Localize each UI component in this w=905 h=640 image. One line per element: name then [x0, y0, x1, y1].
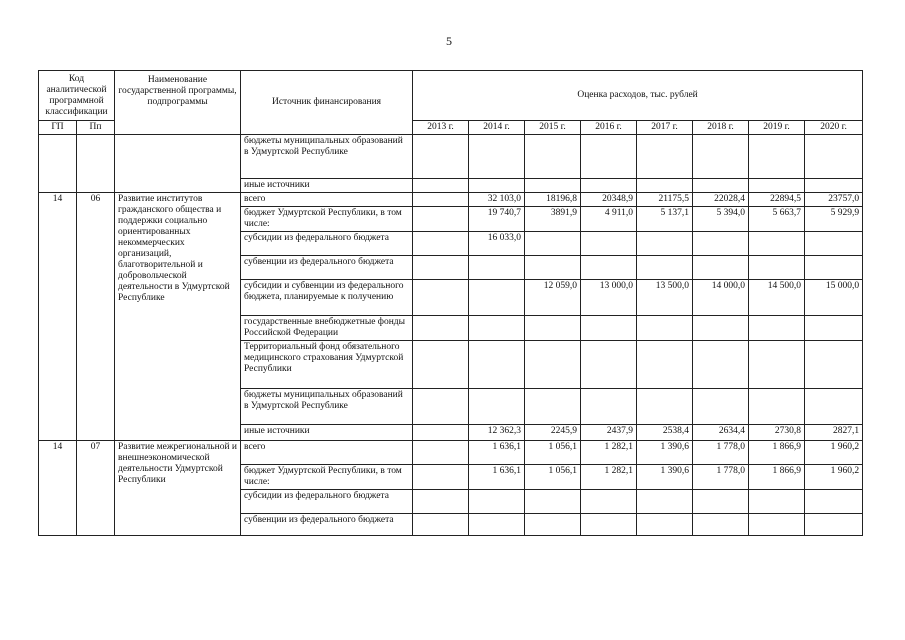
- year-header: 2020 г.: [805, 121, 863, 135]
- source-cell: всего: [241, 441, 413, 465]
- value-cell: [469, 341, 525, 389]
- value-cell: [525, 316, 581, 341]
- value-cell: 32 103,0: [469, 193, 525, 207]
- value-cell: [805, 179, 863, 193]
- value-cell: 5 929,9: [805, 207, 863, 232]
- value-cell: [525, 179, 581, 193]
- source-cell: государственные внебюджетные фонды Российской Федерации: [241, 316, 413, 341]
- value-cell: 1 282,1: [581, 441, 637, 465]
- value-cell: [581, 256, 637, 280]
- value-cell: 1 282,1: [581, 465, 637, 490]
- code-header: Код аналитической программной классификации: [39, 71, 115, 121]
- value-cell: [805, 316, 863, 341]
- value-cell: [413, 341, 469, 389]
- value-cell: [805, 389, 863, 425]
- value-cell: [749, 490, 805, 514]
- value-cell: [413, 179, 469, 193]
- gp-cell: 14: [39, 193, 77, 441]
- code-cell: [77, 135, 115, 193]
- year-header: 2018 г.: [693, 121, 749, 135]
- year-header: 2015 г.: [525, 121, 581, 135]
- value-cell: [749, 232, 805, 256]
- value-cell: [637, 490, 693, 514]
- value-cell: 2827,1: [805, 425, 863, 441]
- value-cell: 14 000,0: [693, 280, 749, 316]
- value-cell: [581, 341, 637, 389]
- value-cell: [749, 514, 805, 536]
- value-cell: 3891,9: [525, 207, 581, 232]
- value-cell: [525, 341, 581, 389]
- value-cell: [693, 341, 749, 389]
- value-cell: [749, 179, 805, 193]
- source-cell: субвенции из федерального бюджета: [241, 256, 413, 280]
- value-cell: [637, 179, 693, 193]
- program-name-cell: Развитие межрегиональной и внешнеэкономической деятельности Удмуртской Республики: [115, 441, 241, 536]
- value-cell: [413, 425, 469, 441]
- value-cell: [805, 490, 863, 514]
- value-cell: [413, 316, 469, 341]
- value-cell: 19 740,7: [469, 207, 525, 232]
- gp-header: ГП: [39, 121, 77, 135]
- value-cell: 18196,8: [525, 193, 581, 207]
- estimate-header: Оценка расходов, тыс. рублей: [413, 71, 863, 121]
- value-cell: 13 000,0: [581, 280, 637, 316]
- page-number: 5: [446, 34, 452, 48]
- table-row: [39, 193, 863, 207]
- value-cell: 2245,9: [525, 425, 581, 441]
- pp-cell: 07: [77, 441, 115, 536]
- value-cell: [749, 135, 805, 179]
- value-cell: 1 778,0: [693, 465, 749, 490]
- value-cell: [693, 316, 749, 341]
- value-cell: [693, 514, 749, 536]
- source-cell: субсидии из федерального бюджета: [241, 490, 413, 514]
- value-cell: 1 636,1: [469, 441, 525, 465]
- value-cell: [413, 280, 469, 316]
- value-cell: [413, 207, 469, 232]
- value-cell: [637, 341, 693, 389]
- value-cell: 2634,4: [693, 425, 749, 441]
- value-cell: [581, 389, 637, 425]
- value-cell: 16 033,0: [469, 232, 525, 256]
- table-row: [39, 135, 863, 179]
- year-header: 2019 г.: [749, 121, 805, 135]
- value-cell: 1 056,1: [525, 465, 581, 490]
- value-cell: 22028,4: [693, 193, 749, 207]
- source-cell: всего: [241, 193, 413, 207]
- year-header: 2016 г.: [581, 121, 637, 135]
- pp-cell: 06: [77, 193, 115, 441]
- source-cell: бюджеты муниципальных образований в Удмуртской Республике: [241, 135, 413, 179]
- value-cell: 1 636,1: [469, 465, 525, 490]
- value-cell: [805, 232, 863, 256]
- source-cell: субсидии и субвенции из федерального бюджета, планируемые к получению: [241, 280, 413, 316]
- value-cell: 5 663,7: [749, 207, 805, 232]
- value-cell: [581, 232, 637, 256]
- value-cell: 2538,4: [637, 425, 693, 441]
- year-header: 2017 г.: [637, 121, 693, 135]
- source-cell: субсидии из федерального бюджета: [241, 232, 413, 256]
- source-header: Источник финансирования: [241, 71, 413, 135]
- value-cell: 1 390,6: [637, 441, 693, 465]
- value-cell: [469, 179, 525, 193]
- value-cell: [749, 341, 805, 389]
- value-cell: 2730,8: [749, 425, 805, 441]
- value-cell: [805, 514, 863, 536]
- value-cell: [637, 135, 693, 179]
- value-cell: [637, 256, 693, 280]
- value-cell: [581, 135, 637, 179]
- value-cell: [413, 256, 469, 280]
- value-cell: 1 778,0: [693, 441, 749, 465]
- value-cell: [805, 256, 863, 280]
- value-cell: [805, 135, 863, 179]
- expense-table: [38, 70, 863, 536]
- value-cell: [413, 514, 469, 536]
- code-cell: [39, 135, 77, 193]
- gp-cell: 14: [39, 441, 77, 536]
- value-cell: [413, 441, 469, 465]
- value-cell: [693, 490, 749, 514]
- value-cell: [525, 135, 581, 179]
- value-cell: 1 960,2: [805, 441, 863, 465]
- value-cell: [469, 389, 525, 425]
- value-cell: [525, 490, 581, 514]
- value-cell: 5 137,1: [637, 207, 693, 232]
- value-cell: [749, 256, 805, 280]
- value-cell: [749, 316, 805, 341]
- value-cell: 14 500,0: [749, 280, 805, 316]
- table-row: [39, 441, 863, 465]
- value-cell: [693, 232, 749, 256]
- value-cell: 12 059,0: [525, 280, 581, 316]
- value-cell: 13 500,0: [637, 280, 693, 316]
- value-cell: [637, 389, 693, 425]
- value-cell: [637, 514, 693, 536]
- source-cell: иные источники: [241, 425, 413, 441]
- year-header: 2013 г.: [413, 121, 469, 135]
- year-header: 2014 г.: [469, 121, 525, 135]
- value-cell: 5 394,0: [693, 207, 749, 232]
- value-cell: [581, 490, 637, 514]
- value-cell: [581, 514, 637, 536]
- value-cell: [805, 341, 863, 389]
- value-cell: [469, 280, 525, 316]
- value-cell: [581, 316, 637, 341]
- source-cell: бюджет Удмуртской Республики, в том числе:: [241, 207, 413, 232]
- value-cell: [413, 232, 469, 256]
- value-cell: 21175,5: [637, 193, 693, 207]
- value-cell: [693, 135, 749, 179]
- value-cell: [749, 389, 805, 425]
- source-cell: бюджет Удмуртской Республики, в том числе:: [241, 465, 413, 490]
- value-cell: [469, 490, 525, 514]
- value-cell: 1 960,2: [805, 465, 863, 490]
- value-cell: [469, 256, 525, 280]
- value-cell: 1 866,9: [749, 441, 805, 465]
- value-cell: [413, 193, 469, 207]
- value-cell: [525, 389, 581, 425]
- value-cell: [525, 232, 581, 256]
- value-cell: [469, 316, 525, 341]
- value-cell: 22894,5: [749, 193, 805, 207]
- pp-header: Пп: [77, 121, 115, 135]
- value-cell: 20348,9: [581, 193, 637, 207]
- value-cell: 1 390,6: [637, 465, 693, 490]
- value-cell: [413, 465, 469, 490]
- source-cell: бюджеты муниципальных образований в Удмуртской Республике: [241, 389, 413, 425]
- program-name-cell: Развитие институтов гражданского общества и поддержки социально ориентированных некоммерческих организаций, благотворительной и добровольческой деятельности в Удмуртской Республике: [115, 193, 241, 441]
- value-cell: [637, 316, 693, 341]
- value-cell: 23757,0: [805, 193, 863, 207]
- value-cell: [693, 256, 749, 280]
- value-cell: [413, 490, 469, 514]
- value-cell: [693, 179, 749, 193]
- value-cell: [525, 514, 581, 536]
- source-cell: Территориальный фонд обязательного медицинского страхования Удмуртской Республики: [241, 341, 413, 389]
- value-cell: [413, 389, 469, 425]
- value-cell: 1 056,1: [525, 441, 581, 465]
- value-cell: 1 866,9: [749, 465, 805, 490]
- value-cell: [637, 232, 693, 256]
- source-cell: иные источники: [241, 179, 413, 193]
- value-cell: [413, 135, 469, 179]
- value-cell: 4 911,0: [581, 207, 637, 232]
- name-header: Наименование государственной программы, подпрограммы: [115, 71, 241, 135]
- value-cell: [469, 514, 525, 536]
- value-cell: [581, 179, 637, 193]
- value-cell: 12 362,3: [469, 425, 525, 441]
- value-cell: 15 000,0: [805, 280, 863, 316]
- value-cell: [525, 256, 581, 280]
- value-cell: 2437,9: [581, 425, 637, 441]
- name-cell: [115, 135, 241, 193]
- value-cell: [469, 135, 525, 179]
- source-cell: субвенции из федерального бюджета: [241, 514, 413, 536]
- value-cell: [693, 389, 749, 425]
